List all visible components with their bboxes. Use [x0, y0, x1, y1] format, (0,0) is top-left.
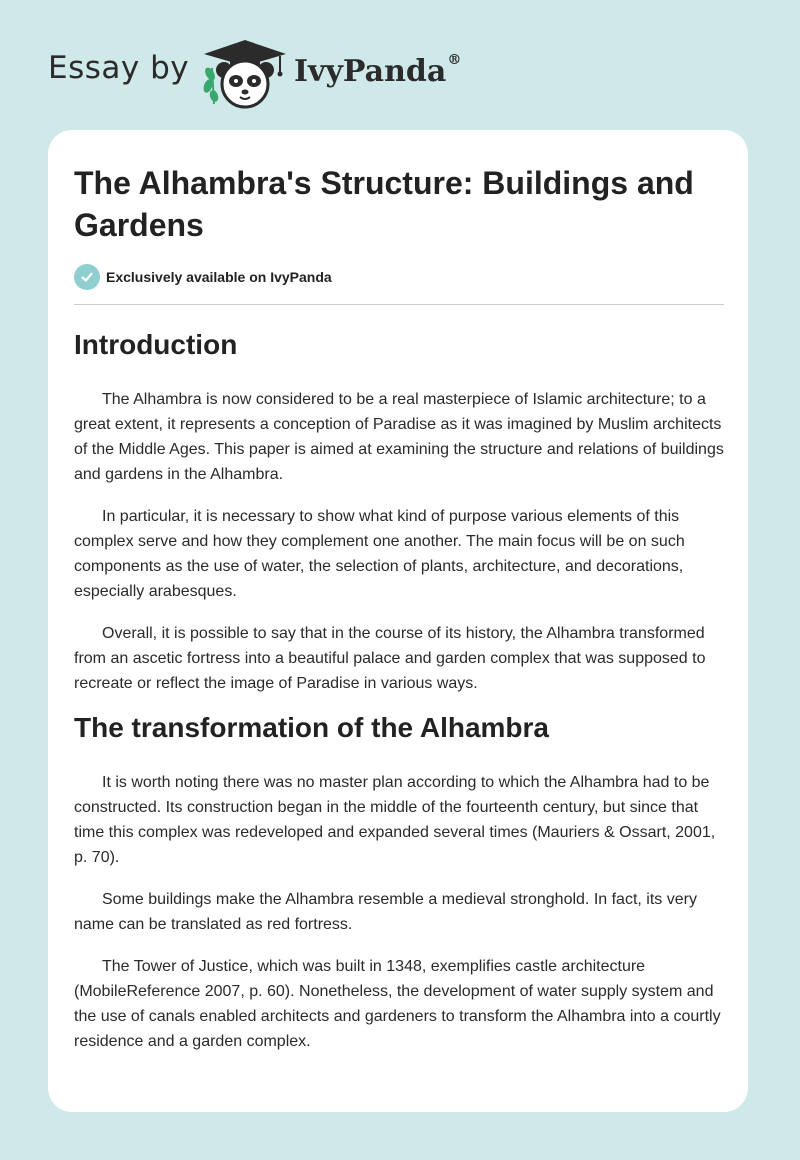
- site-header: [48, 30, 752, 110]
- exclusive-label: Exclusively available on IvyPanda: [106, 269, 332, 285]
- divider: [74, 304, 724, 305]
- brand-name[interactable]: [294, 54, 461, 89]
- essay-content: [74, 162, 724, 1054]
- paragraph: Some buildings make the Alhambra resemble a medieval stronghold. In fact, its very name can be translated as red fortress.: [74, 891, 697, 933]
- exclusive-badge: [74, 262, 724, 292]
- panda-logo-icon[interactable]: [200, 34, 290, 110]
- section-heading-introduction: Introduction: [74, 329, 238, 360]
- paragraph: The Tower of Justice, which was built in 1348, exemplifies castle architecture (MobileReference 2007, p. 60). Nonetheless, the development of water supply system and the use of canals enabled architects and gardeners to transform the Alhambra into a courtly residence and a garden complex.: [74, 958, 721, 1050]
- paragraph: Overall, it is possible to say that in the course of its history, the Alhambra transformed from an ascetic fortress into a beautiful palace and garden complex that was supposed to recreate or reflect the image of Paradise in various ways.: [74, 625, 706, 692]
- essay-title: The Alhambra's Structure: Buildings and Gardens: [74, 165, 694, 243]
- essay-card: [48, 130, 748, 1112]
- paragraph: In particular, it is necessary to show what kind of purpose various elements of this complex serve and how they complement one another. The main focus will be on such components as the use of water, the selection of plants, architecture, and decorations, especially arabesques.: [74, 508, 685, 600]
- registered-mark: ®: [447, 52, 462, 68]
- section-heading-transformation: The transformation of the Alhambra: [74, 712, 550, 743]
- essay-by-label: Essay by: [48, 50, 190, 86]
- paragraph: It is worth noting there was no master plan according to which the Alhambra had to be constructed. Its construction began in the middle of the fourteenth century, but since that time this complex was redeveloped and expanded several times (Mauriers & Ossart, 2001, p. 70).: [74, 774, 716, 866]
- check-icon: [74, 264, 100, 290]
- paragraph: The Alhambra is now considered to be a real masterpiece of Islamic architecture; to a great extent, it represents a conception of Paradise as it was imagined by Muslim architects of the Middle Ages. This paper is aimed at examining the structure and relations of buildings and gardens in the Alhambra.: [74, 391, 724, 483]
- brand-text: IvyPanda: [294, 54, 447, 89]
